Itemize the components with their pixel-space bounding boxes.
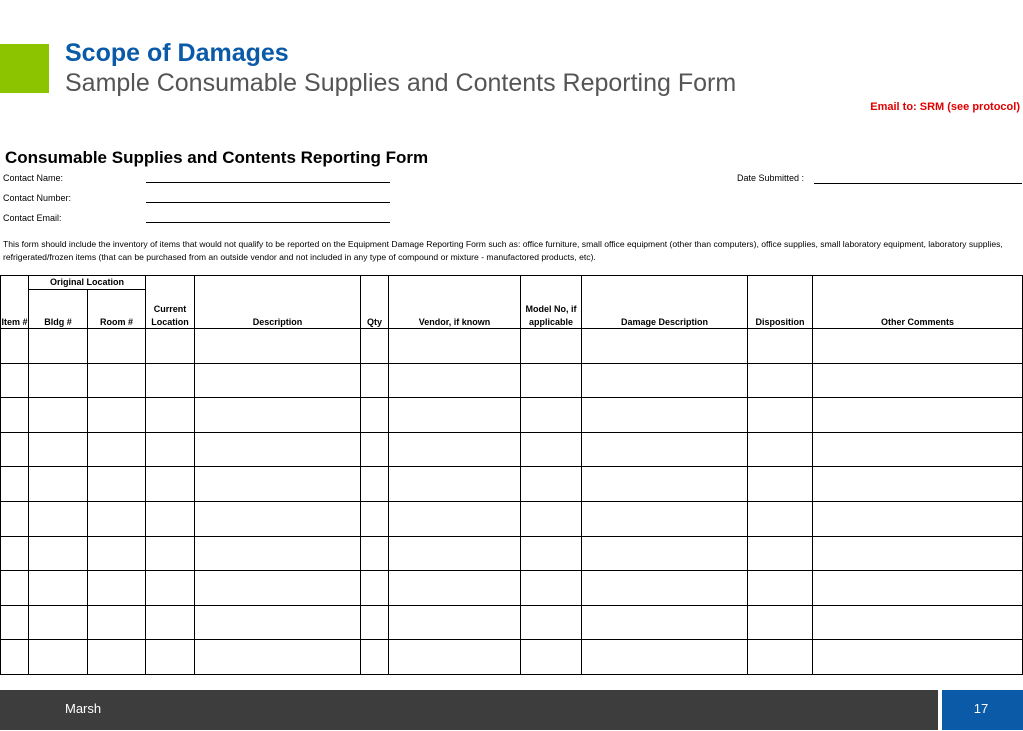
table-cell[interactable]	[195, 398, 361, 433]
contact-email-field[interactable]	[146, 222, 390, 223]
col-group-original-location: Original Location	[29, 276, 146, 290]
table-cell[interactable]	[389, 467, 521, 502]
table-cell[interactable]	[748, 501, 813, 536]
table-cell[interactable]	[521, 571, 582, 606]
table-row	[1, 398, 1023, 433]
form-instructions: This form should include the inventory of items that would not qualify to be reported on the Equipment Damage Reporting Form such as: office furniture, small office equipment (other than computers), office supplies, small laboratory equipment, laboratory supplies, refrigerated/frozen items (that can be purchased from an outside vendor and not included in any type of compound or mixture - manufactored products, etc).	[3, 239, 1003, 262]
table-cell[interactable]	[521, 329, 582, 364]
table-row	[1, 536, 1023, 571]
table-cell[interactable]	[88, 467, 146, 502]
table-cell[interactable]	[813, 467, 1023, 502]
table-cell[interactable]	[361, 398, 389, 433]
table-cell[interactable]	[1, 640, 29, 675]
contact-name-field[interactable]	[146, 182, 390, 183]
footer-company: Marsh	[65, 701, 102, 716]
table-cell[interactable]	[361, 536, 389, 571]
table-cell[interactable]	[195, 571, 361, 606]
col-qty: Qty	[361, 276, 389, 329]
page-number: 17	[973, 701, 989, 716]
table-cell[interactable]	[195, 329, 361, 364]
table-cell[interactable]	[748, 363, 813, 398]
table-cell[interactable]	[361, 363, 389, 398]
table-row	[1, 467, 1023, 502]
table-cell[interactable]	[813, 605, 1023, 640]
accent-bar	[0, 44, 49, 93]
table-cell[interactable]	[361, 571, 389, 606]
table-row	[1, 640, 1023, 675]
footer-bar	[0, 690, 938, 730]
table-row	[1, 605, 1023, 640]
table-cell[interactable]	[813, 536, 1023, 571]
table-cell[interactable]	[521, 432, 582, 467]
table-cell[interactable]	[88, 640, 146, 675]
table-cell[interactable]	[195, 363, 361, 398]
col-room: Room #	[88, 290, 146, 329]
table-cell[interactable]	[146, 398, 195, 433]
table-row	[1, 571, 1023, 606]
table-cell[interactable]	[521, 536, 582, 571]
table-cell[interactable]	[88, 571, 146, 606]
table-cell[interactable]	[88, 501, 146, 536]
table-cell[interactable]	[195, 467, 361, 502]
date-submitted-label: Date Submitted :	[737, 173, 805, 183]
page-title: Scope of Damages	[65, 39, 289, 67]
table-cell[interactable]	[582, 640, 748, 675]
table-cell[interactable]	[748, 536, 813, 571]
table-cell[interactable]	[195, 536, 361, 571]
table-cell[interactable]	[582, 501, 748, 536]
col-damage-description: Damage Description	[582, 276, 748, 329]
table-cell[interactable]	[389, 640, 521, 675]
col-current-location: Current Location	[146, 276, 195, 329]
table-cell[interactable]	[1, 536, 29, 571]
form-title: Consumable Supplies and Contents Reporting Form	[5, 148, 429, 167]
table-cell[interactable]	[88, 536, 146, 571]
table-cell[interactable]	[195, 501, 361, 536]
col-model: Model No, if applicable	[521, 276, 582, 329]
table-cell[interactable]	[521, 467, 582, 502]
table-cell[interactable]	[748, 640, 813, 675]
table-cell[interactable]	[88, 329, 146, 364]
table-cell[interactable]	[582, 329, 748, 364]
table-cell[interactable]	[361, 467, 389, 502]
table-cell[interactable]	[748, 329, 813, 364]
table-cell[interactable]	[29, 363, 88, 398]
table-cell[interactable]	[146, 467, 195, 502]
table-cell[interactable]	[389, 536, 521, 571]
table-cell[interactable]	[1, 398, 29, 433]
table-cell[interactable]	[1, 501, 29, 536]
table-cell[interactable]	[361, 640, 389, 675]
table-cell[interactable]	[361, 501, 389, 536]
table-cell[interactable]	[146, 536, 195, 571]
table-cell[interactable]	[361, 605, 389, 640]
table-cell[interactable]	[521, 398, 582, 433]
table-cell[interactable]	[146, 329, 195, 364]
table-cell[interactable]	[29, 501, 88, 536]
table-cell[interactable]	[29, 536, 88, 571]
table-cell[interactable]	[521, 640, 582, 675]
table-cell[interactable]	[521, 501, 582, 536]
page-subtitle: Sample Consumable Supplies and Contents Reporting Form	[65, 69, 737, 97]
date-submitted-field[interactable]	[814, 183, 1022, 184]
table-cell[interactable]	[389, 501, 521, 536]
table-cell[interactable]	[582, 571, 748, 606]
table-cell[interactable]	[813, 329, 1023, 364]
table-cell[interactable]	[1, 571, 29, 606]
table-cell[interactable]	[389, 398, 521, 433]
table-cell[interactable]	[813, 363, 1023, 398]
table-cell[interactable]	[813, 640, 1023, 675]
table-cell[interactable]	[88, 432, 146, 467]
col-disposition: Disposition	[748, 276, 813, 329]
table-cell[interactable]	[29, 329, 88, 364]
table-cell[interactable]	[29, 571, 88, 606]
table-row	[1, 329, 1023, 364]
table-cell[interactable]	[29, 432, 88, 467]
table-cell[interactable]	[813, 398, 1023, 433]
email-instruction: Email to: SRM (see protocol)	[870, 101, 1020, 113]
table-cell[interactable]	[361, 329, 389, 364]
table-cell[interactable]	[389, 605, 521, 640]
table-cell[interactable]	[748, 398, 813, 433]
contact-number-label: Contact Number:	[3, 193, 72, 203]
contact-name-label: Contact Name:	[3, 173, 64, 183]
table-cell[interactable]	[813, 501, 1023, 536]
col-other-comments: Other Comments	[813, 276, 1023, 329]
table-cell[interactable]	[748, 571, 813, 606]
table-cell[interactable]	[88, 363, 146, 398]
table-cell[interactable]	[748, 432, 813, 467]
table-cell[interactable]	[195, 605, 361, 640]
table-cell[interactable]	[582, 432, 748, 467]
table-cell[interactable]	[1, 329, 29, 364]
table-row	[1, 363, 1023, 398]
table-cell[interactable]	[389, 329, 521, 364]
table-cell[interactable]	[146, 571, 195, 606]
contact-email-label: Contact Email:	[3, 213, 62, 223]
table-cell[interactable]	[146, 363, 195, 398]
table-cell[interactable]	[748, 605, 813, 640]
table-cell[interactable]	[146, 640, 195, 675]
table-cell[interactable]	[389, 571, 521, 606]
contact-number-field[interactable]	[146, 202, 390, 203]
table-cell[interactable]	[521, 605, 582, 640]
table-cell[interactable]	[813, 432, 1023, 467]
table-cell[interactable]	[29, 640, 88, 675]
table-cell[interactable]	[1, 467, 29, 502]
table-cell[interactable]	[361, 432, 389, 467]
table-cell[interactable]	[582, 467, 748, 502]
table-cell[interactable]	[146, 501, 195, 536]
table-cell[interactable]	[582, 605, 748, 640]
table-cell[interactable]	[146, 605, 195, 640]
table-cell[interactable]	[389, 363, 521, 398]
col-vendor: Vendor, if known	[389, 276, 521, 329]
table-row	[1, 432, 1023, 467]
table-cell[interactable]	[146, 432, 195, 467]
table-cell[interactable]	[582, 363, 748, 398]
table-cell[interactable]	[389, 432, 521, 467]
table-cell[interactable]	[88, 398, 146, 433]
table-cell[interactable]	[1, 605, 29, 640]
inventory-table	[0, 275, 1023, 675]
col-description: Description	[195, 276, 361, 329]
table-cell[interactable]	[582, 398, 748, 433]
table-cell[interactable]	[195, 432, 361, 467]
table-row	[1, 501, 1023, 536]
col-bldg: Bldg #	[29, 290, 88, 329]
col-item: Item #	[1, 276, 29, 329]
table-cell[interactable]	[195, 640, 361, 675]
table-cell[interactable]	[88, 605, 146, 640]
table-cell[interactable]	[748, 467, 813, 502]
table-cell[interactable]	[813, 571, 1023, 606]
table-cell[interactable]	[582, 536, 748, 571]
table-cell[interactable]	[1, 363, 29, 398]
table-cell[interactable]	[1, 432, 29, 467]
table-cell[interactable]	[521, 363, 582, 398]
table-cell[interactable]	[29, 605, 88, 640]
table-cell[interactable]	[29, 467, 88, 502]
table-cell[interactable]	[29, 398, 88, 433]
